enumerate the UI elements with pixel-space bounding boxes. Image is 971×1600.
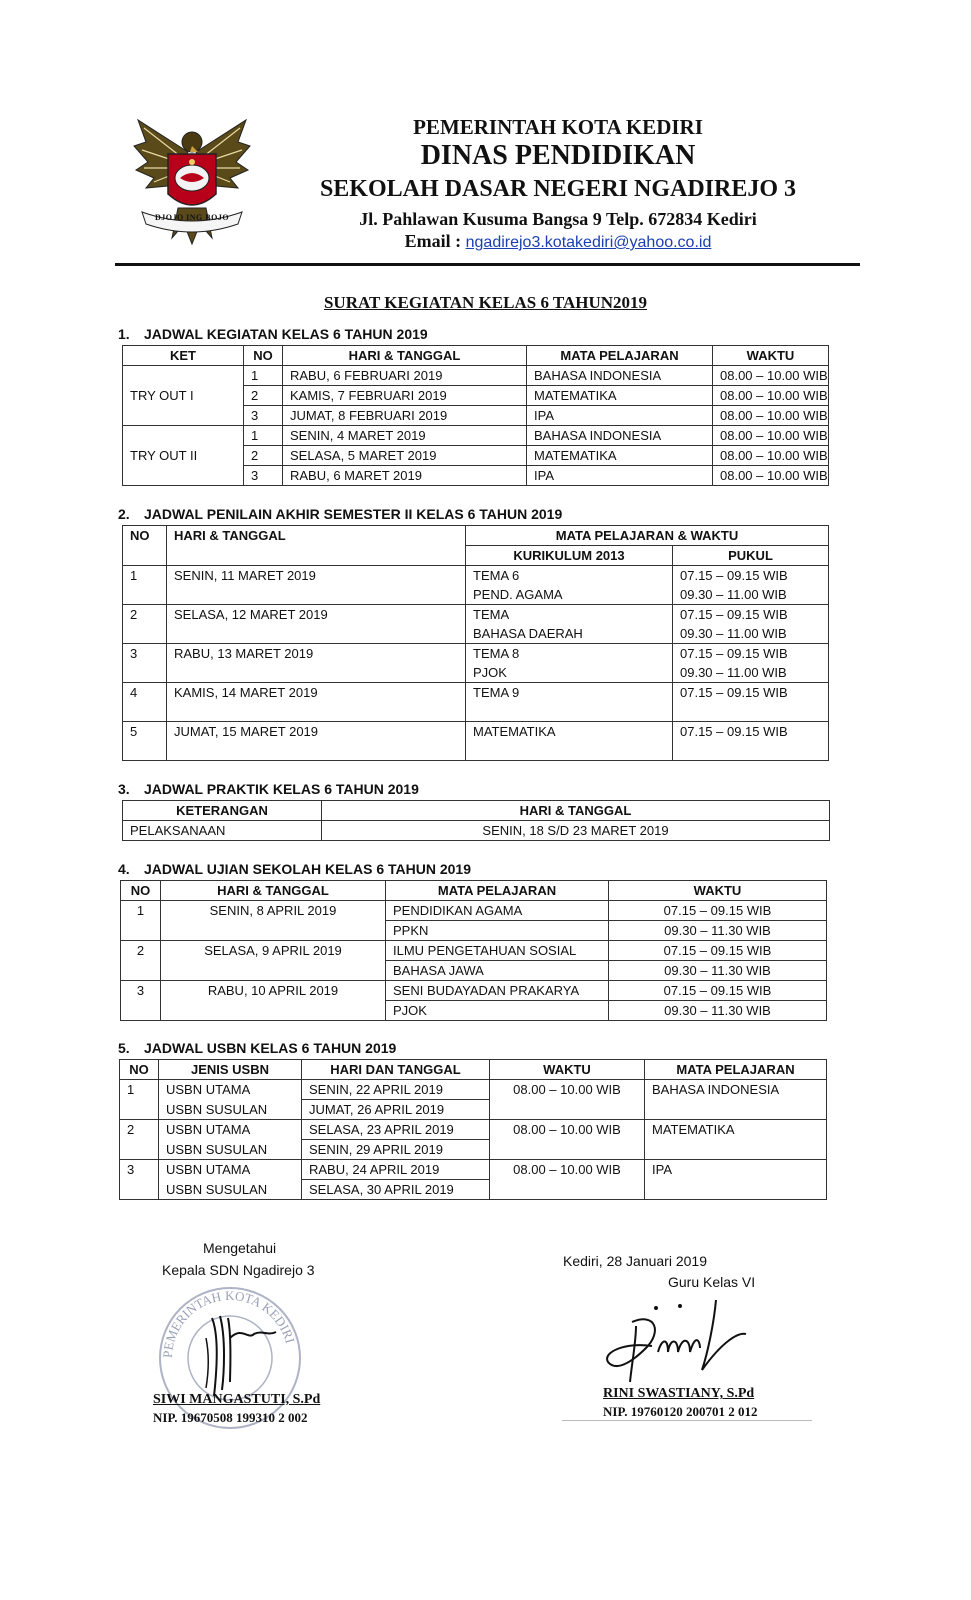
email-link[interactable]: ngadirejo3.kotakediri@yahoo.co.id (465, 234, 712, 251)
section-2-title (118, 506, 562, 522)
hari-cell: SENIN, 29 APRIL 2019 (302, 1140, 490, 1160)
table-row (123, 644, 829, 683)
waktu-cell: 08.00 – 10.00 WIB (713, 466, 829, 486)
mapel-cell: PENDIDIKAN AGAMA (386, 901, 609, 921)
waktu-cell: 08.00 – 10.00 WIB (713, 406, 829, 426)
right-sig-role: Guru Kelas VI (668, 1274, 756, 1290)
mapel-line (473, 741, 665, 760)
mapel-cell: BAHASA INDONESIA (527, 426, 713, 446)
no-cell: 4 (123, 683, 167, 722)
table-praktik (122, 800, 830, 841)
mapel-line: BAHASA DAERAH (473, 626, 583, 641)
right-signatory-nip: NIP. 19760120 200701 2 012 (603, 1404, 758, 1419)
mapel-cell: MATEMATIKA (527, 386, 713, 406)
jenis-cell: USBN UTAMA (159, 1120, 302, 1140)
col-no: NO (120, 1060, 159, 1080)
no-cell: 1 (121, 901, 161, 941)
col-no: NO (244, 346, 283, 366)
pukul-line: 07.15 – 09.15 WIB (680, 568, 788, 583)
table-row (123, 722, 829, 761)
table-row (121, 981, 827, 1001)
hari-cell: RABU, 10 APRIL 2019 (161, 981, 386, 1021)
waktu-cell: 08.00 – 10.00 WIB (713, 386, 829, 406)
pukul-line: 07.15 – 09.15 WIB (680, 646, 788, 661)
no-cell: 3 (244, 466, 283, 486)
hari-cell: SELASA, 9 APRIL 2019 (161, 941, 386, 981)
section-3-number: 3. (118, 781, 130, 797)
hari-cell: RABU, 13 MARET 2019 (167, 644, 466, 683)
mapel-cell: MATEMATIKA (527, 446, 713, 466)
waktu-cell: 07.15 – 09.15 WIB (609, 941, 827, 961)
col-waktu: WAKTU (609, 881, 827, 901)
hari-cell: RABU, 6 FEBRUARI 2019 (283, 366, 527, 386)
table-row (123, 426, 829, 446)
table-row (121, 901, 827, 921)
no-cell: 3 (120, 1160, 159, 1200)
table-pas (122, 525, 829, 761)
pukul-cell (673, 683, 829, 722)
no-cell: 1 (244, 366, 283, 386)
col-mata-pelajaran: MATA PELAJARAN (527, 346, 713, 366)
ket-cell: TRY OUT II (123, 426, 244, 486)
pukul-line: 09.30 – 11.00 WIB (680, 626, 787, 641)
pukul-cell (673, 605, 829, 644)
mapel-cell (466, 644, 673, 683)
mapel-cell: IPA (527, 406, 713, 426)
left-signatory-nip: NIP. 19670508 199310 2 002 (153, 1410, 308, 1425)
mapel-cell: IPA (527, 466, 713, 486)
mapel-cell: MATEMATIKA (645, 1120, 827, 1160)
right-signatory-name: RINI SWASTIANY, S.Pd (603, 1386, 755, 1401)
mapel-cell: BAHASA JAWA (386, 961, 609, 981)
mapel-line: TEMA 8 (473, 646, 520, 661)
section-1-title (118, 326, 428, 342)
table-row (123, 566, 829, 605)
no-cell: 3 (121, 981, 161, 1021)
jenis-cell: USBN SUSULAN (159, 1100, 302, 1120)
jenis-cell: USBN UTAMA (159, 1160, 302, 1180)
mapel-cell: BAHASA INDONESIA (645, 1080, 827, 1120)
waktu-cell: 08.00 – 10.00 WIB (490, 1120, 645, 1160)
section-4-number: 4. (118, 861, 130, 877)
mapel-cell: IPA (645, 1160, 827, 1200)
section-1-heading: JADWAL KEGIATAN KELAS 6 TAHUN 2019 (144, 326, 428, 342)
section-3-heading: JADWAL PRAKTIK KELAS 6 TAHUN 2019 (144, 781, 419, 797)
left-signatory-name: SIWI MANGASTUTI, S.Pd (153, 1392, 321, 1407)
col-pukul: PUKUL (673, 546, 829, 566)
no-cell: 1 (120, 1080, 159, 1120)
table-header-row (121, 881, 827, 901)
header-government: PEMERINTAH KOTA KEDIRI (413, 115, 703, 139)
pukul-line: 09.30 – 11.00 WIB (680, 665, 787, 680)
mapel-line: PJOK (473, 665, 507, 680)
col-keterangan: KETERANGAN (123, 801, 322, 821)
col-waktu: WAKTU (713, 346, 829, 366)
hari-cell: SENIN, 11 MARET 2019 (167, 566, 466, 605)
col-hari-tanggal: HARI & TANGGAL (167, 526, 466, 566)
mapel-line: TEMA (473, 607, 510, 622)
col-no: NO (121, 881, 161, 901)
waktu-cell: 08.00 – 10.00 WIB (713, 426, 829, 446)
header-school-name: SEKOLAH DASAR NEGERI NGADIREJO 3 (319, 176, 797, 202)
jenis-cell: USBN SUSULAN (159, 1180, 302, 1200)
no-cell: 3 (123, 644, 167, 683)
table-header-row (120, 1060, 827, 1080)
table-row (123, 605, 829, 644)
header-divider (115, 263, 860, 266)
table-row (123, 366, 829, 386)
school-emblem-logo (128, 112, 256, 252)
col-waktu: WAKTU (490, 1060, 645, 1080)
col-ket: KET (123, 346, 244, 366)
col-no: NO (123, 526, 167, 566)
col-hari-tanggal: HARI & TANGGAL (283, 346, 527, 366)
keterangan-cell: PELAKSANAAN (123, 821, 322, 841)
no-cell: 2 (120, 1120, 159, 1160)
pukul-line: 07.15 – 09.15 WIB (680, 685, 788, 700)
section-2-heading: JADWAL PENILAIN AKHIR SEMESTER II KELAS 6 TAHUN 2019 (144, 506, 563, 522)
mapel-line (473, 702, 665, 721)
mapel-line: PEND. AGAMA (473, 587, 563, 602)
signature-graphic (596, 1292, 776, 1392)
pukul-line: 07.15 – 09.15 WIB (680, 607, 788, 622)
col-hari-tanggal: HARI DAN TANGGAL (302, 1060, 490, 1080)
pukul-cell (673, 722, 829, 761)
hari-cell: JUMAT, 15 MARET 2019 (167, 722, 466, 761)
col-hari-tanggal: HARI & TANGGAL (322, 801, 830, 821)
pukul-line (680, 702, 821, 721)
waktu-cell: 08.00 – 10.00 WIB (713, 366, 829, 386)
waktu-cell: 08.00 – 10.00 WIB (490, 1080, 645, 1120)
table-header-row (123, 801, 830, 821)
section-1-number: 1. (118, 326, 130, 342)
hari-cell: KAMIS, 14 MARET 2019 (167, 683, 466, 722)
mapel-cell: ILMU PENGETAHUAN SOSIAL (386, 941, 609, 961)
table-usbn (119, 1059, 827, 1200)
hari-cell: RABU, 6 MARET 2019 (283, 466, 527, 486)
table-row (120, 1160, 827, 1180)
stamp-text: PEMERINTAH KOTA KEDIRI (159, 1287, 298, 1359)
waktu-cell: 07.15 – 09.15 WIB (609, 981, 827, 1001)
jenis-cell: USBN UTAMA (159, 1080, 302, 1100)
col-mata-pelajaran: MATA PELAJARAN (645, 1060, 827, 1080)
no-cell: 2 (244, 386, 283, 406)
mapel-line: MATEMATIKA (473, 724, 556, 739)
pukul-cell (673, 644, 829, 683)
col-jenis-usbn: JENIS USBN (159, 1060, 302, 1080)
left-sig-line1: Mengetahui (203, 1240, 277, 1256)
waktu-cell: 09.30 – 11.30 WIB (609, 921, 827, 941)
table-header-row (123, 526, 829, 546)
hari-cell: SENIN, 4 MARET 2019 (283, 426, 527, 446)
waktu-cell: 08.00 – 10.00 WIB (713, 446, 829, 466)
mapel-cell: PPKN (386, 921, 609, 941)
pukul-line: 09.30 – 11.00 WIB (680, 587, 787, 602)
no-cell: 5 (123, 722, 167, 761)
hari-cell: SELASA, 30 APRIL 2019 (302, 1180, 490, 1200)
pukul-line (680, 741, 821, 760)
col-hari-tanggal: HARI & TANGGAL (161, 881, 386, 901)
hari-cell: KAMIS, 7 FEBRUARI 2019 (283, 386, 527, 406)
mapel-cell (466, 566, 673, 605)
table-kegiatan (122, 345, 829, 486)
hari-cell: SENIN, 8 APRIL 2019 (161, 901, 386, 941)
waktu-cell: 09.30 – 11.30 WIB (609, 961, 827, 981)
hari-cell: SELASA, 5 MARET 2019 (283, 446, 527, 466)
hari-cell: JUMAT, 26 APRIL 2019 (302, 1100, 490, 1120)
signature-underline (562, 1420, 812, 1421)
waktu-cell: 07.15 – 09.15 WIB (609, 901, 827, 921)
mapel-cell: BAHASA INDONESIA (527, 366, 713, 386)
table-row (123, 821, 830, 841)
section-4-heading: JADWAL UJIAN SEKOLAH KELAS 6 TAHUN 2019 (144, 861, 471, 877)
table-ujian-sekolah (120, 880, 827, 1021)
section-4-title (118, 861, 471, 877)
email-label: Email : (404, 231, 462, 251)
waktu-cell: 08.00 – 10.00 WIB (490, 1160, 645, 1200)
section-5-number: 5. (118, 1040, 130, 1056)
no-cell: 1 (123, 566, 167, 605)
section-3-title (118, 781, 419, 797)
col-mapel-waktu: MATA PELAJARAN & WAKTU (466, 526, 829, 546)
waktu-cell: 09.30 – 11.30 WIB (609, 1001, 827, 1021)
section-5-heading: JADWAL USBN KELAS 6 TAHUN 2019 (144, 1040, 397, 1056)
ket-cell: TRY OUT I (123, 366, 244, 426)
header-agency: DINAS PENDIDIKAN (420, 140, 696, 171)
col-mata-pelajaran: MATA PELAJARAN (386, 881, 609, 901)
hari-cell: SELASA, 12 MARET 2019 (167, 605, 466, 644)
table-header-row (123, 346, 829, 366)
no-cell: 3 (244, 406, 283, 426)
hari-cell: SENIN, 18 S/D 23 MARET 2019 (322, 821, 830, 841)
mapel-cell (466, 605, 673, 644)
table-row (120, 1120, 827, 1140)
right-sig-date: Kediri, 28 Januari 2019 (563, 1253, 707, 1269)
table-row (121, 941, 827, 961)
teacher-signature (596, 1292, 776, 1392)
pukul-line: 07.15 – 09.15 WIB (680, 724, 788, 739)
jenis-cell: USBN SUSULAN (159, 1140, 302, 1160)
no-cell: 2 (123, 605, 167, 644)
hari-cell: SELASA, 23 APRIL 2019 (302, 1120, 490, 1140)
left-sig-line2: Kepala SDN Ngadirejo 3 (162, 1262, 315, 1278)
hari-cell: RABU, 24 APRIL 2019 (302, 1160, 490, 1180)
mapel-line: TEMA 9 (473, 685, 520, 700)
mapel-line: TEMA 6 (473, 568, 520, 583)
table-row (123, 683, 829, 722)
logo-motto-text: DJOJO ING BOJO (154, 213, 230, 222)
no-cell: 1 (244, 426, 283, 446)
table-row (120, 1080, 827, 1100)
document-title: SURAT KEGIATAN KELAS 6 TAHUN2019 (323, 293, 648, 312)
mapel-cell (466, 722, 673, 761)
mapel-cell: PJOK (386, 1001, 609, 1021)
pukul-cell (673, 566, 829, 605)
section-5-title (118, 1040, 396, 1056)
section-2-number: 2. (118, 506, 130, 522)
mapel-cell (466, 683, 673, 722)
header-email-line (258, 231, 858, 252)
mapel-cell: SENI BUDAYADAN PRAKARYA (386, 981, 609, 1001)
hari-cell: JUMAT, 8 FEBRUARI 2019 (283, 406, 527, 426)
no-cell: 2 (244, 446, 283, 466)
hari-cell: SENIN, 22 APRIL 2019 (302, 1080, 490, 1100)
col-kurikulum: KURIKULUM 2013 (466, 546, 673, 566)
header-address: Jl. Pahlawan Kusuma Bangsa 9 Telp. 672834 Kediri (359, 209, 757, 229)
no-cell: 2 (121, 941, 161, 981)
